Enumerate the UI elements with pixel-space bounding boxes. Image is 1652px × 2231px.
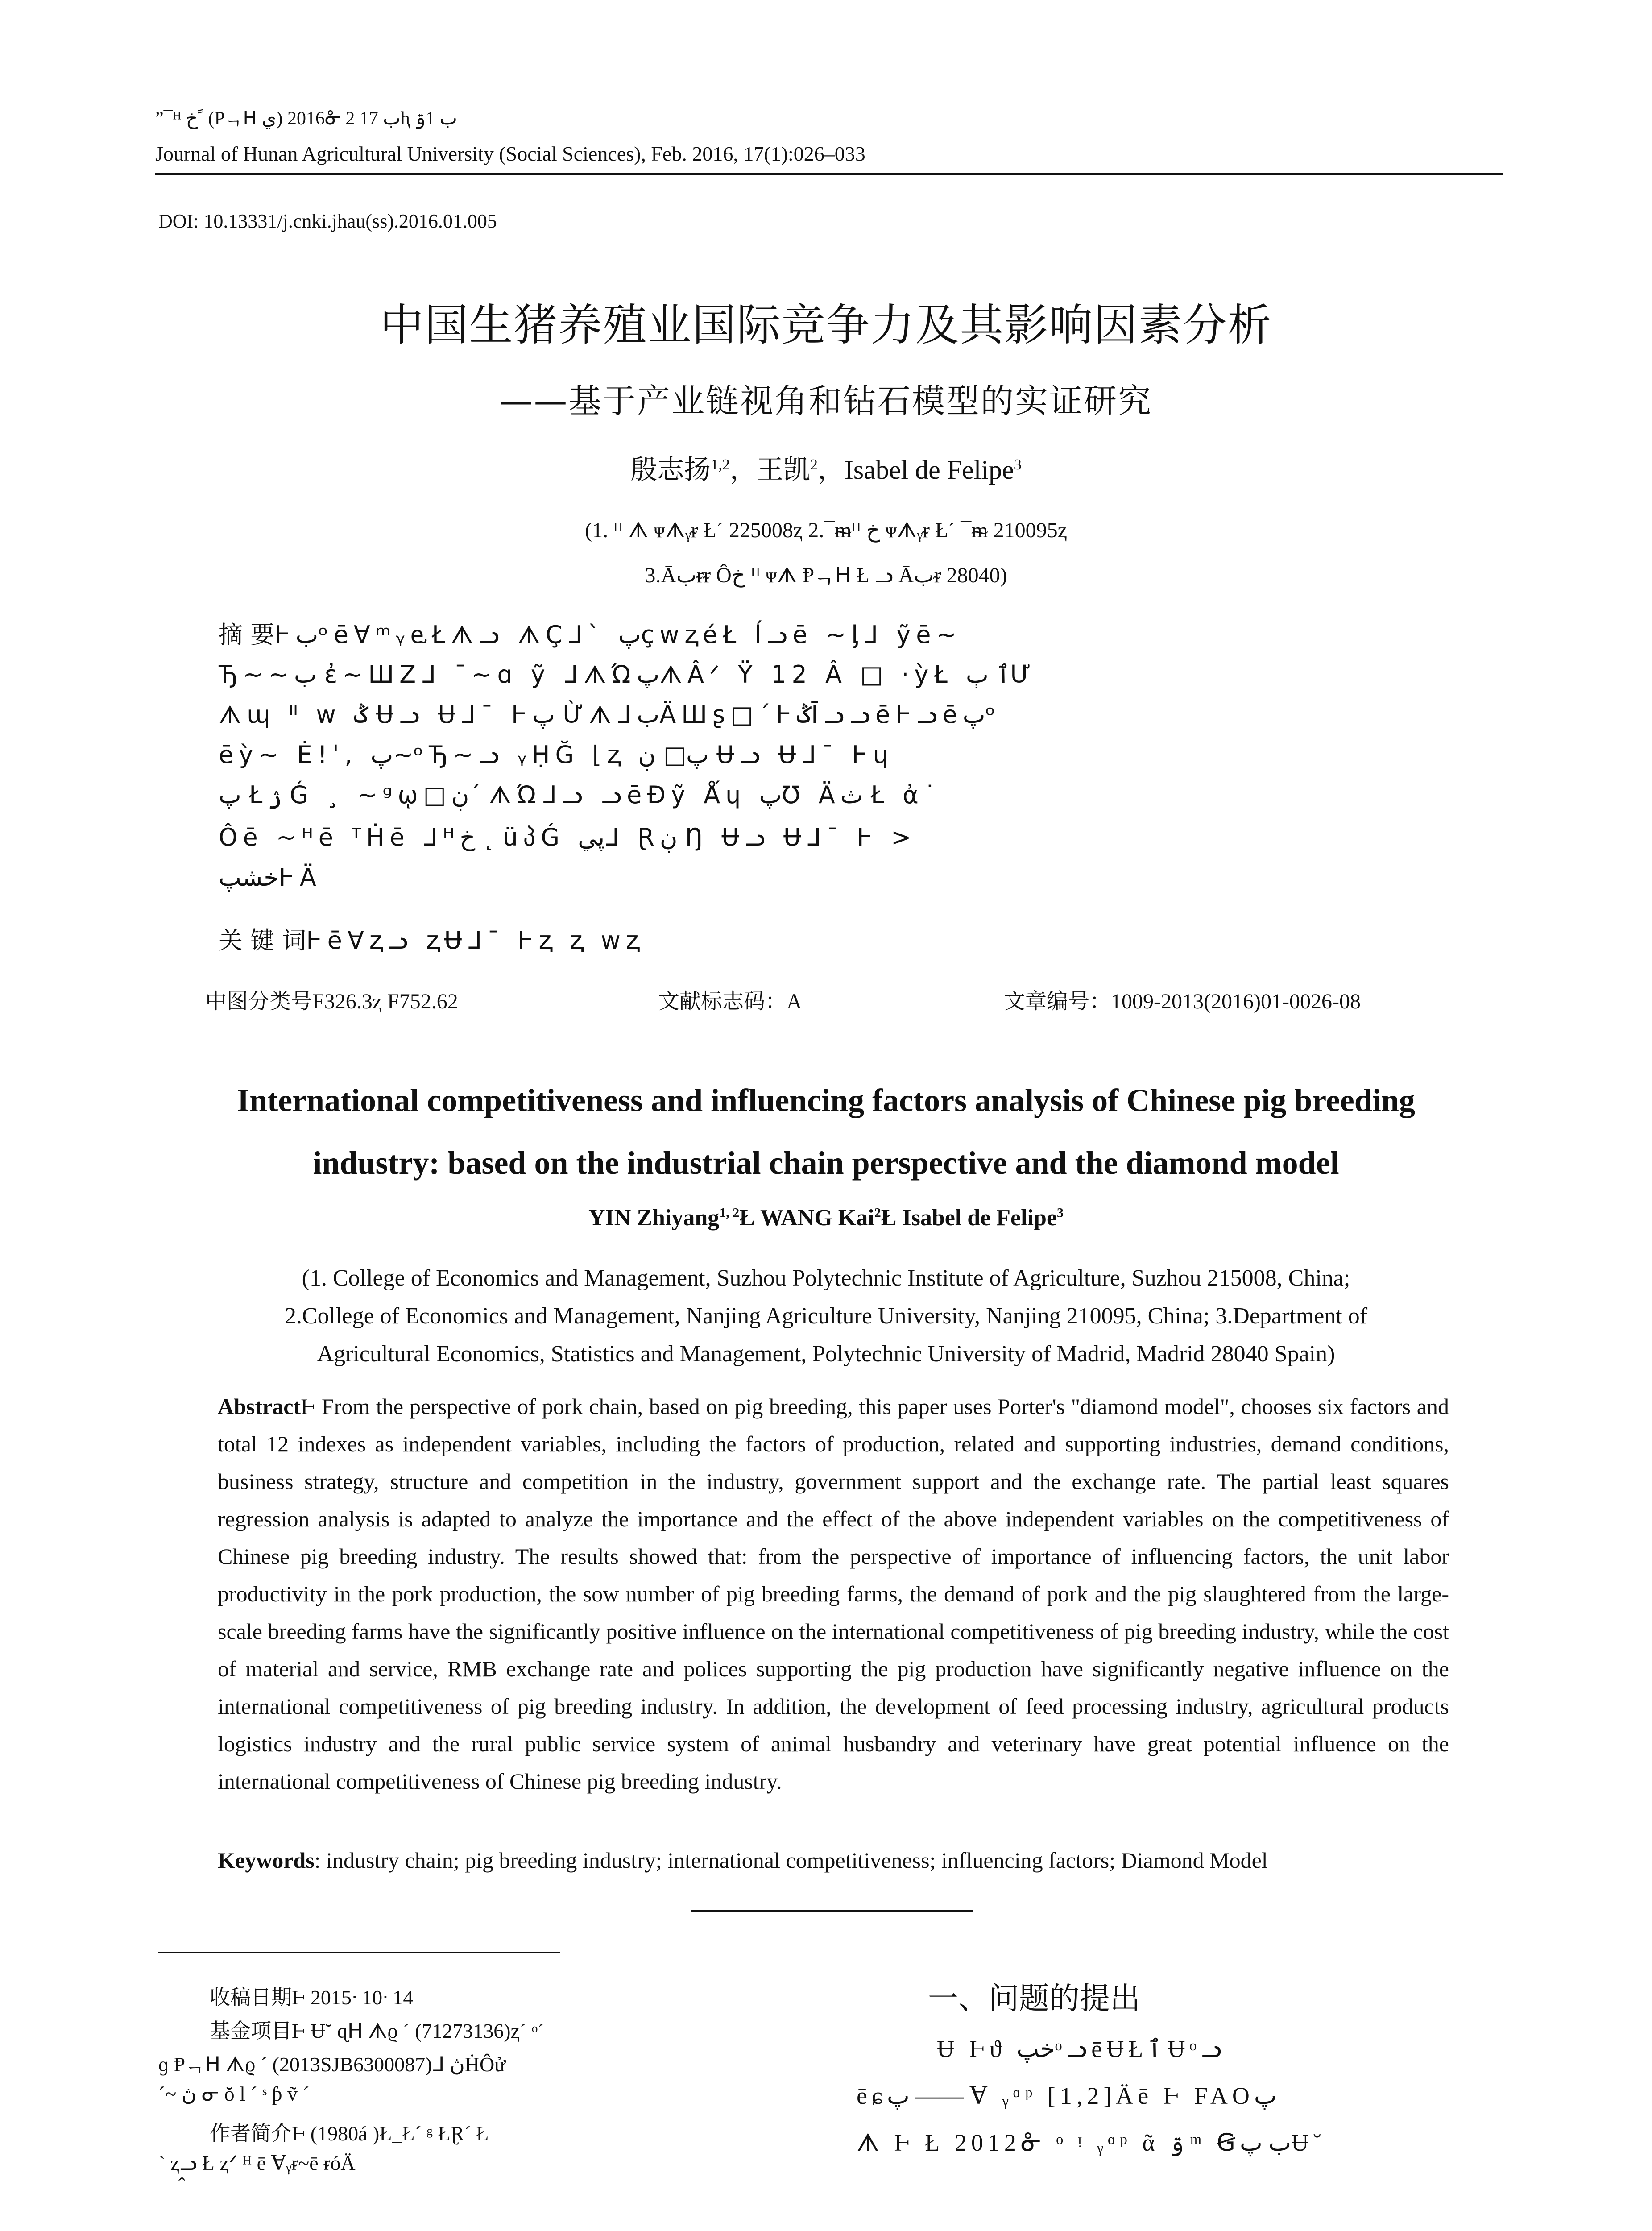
body-line: ᗑ Ⱶ Ł 2012ᓁ ᵒ ᵎ ᵧᵅᵖ ᾶ ۊ ᵐ Ꞡب پɄ˘ bbox=[857, 2129, 1326, 2156]
footnote-fund bbox=[210, 2015, 544, 2044]
abstract-en-label: Abstract bbox=[218, 1394, 301, 1419]
author-affil-mark: 2 bbox=[810, 456, 818, 473]
affiliation-line-en: 2.College of Economics and Management, Nanjing Agriculture University, Nanjing 210095, China; 3.Department of bbox=[284, 1303, 1368, 1329]
affiliation-line-en: (1. College of Economics and Management, Suzhou Polytechnic Institute of Agriculture, Suzhou 215008, China; bbox=[302, 1265, 1350, 1291]
footnote-received-value: Ⱶ 2015ᐧ 10ᐧ 14 bbox=[292, 1986, 414, 2009]
abstract-en-text: From the perspective of pork chain, based on pig breeding, this paper uses Porter's "diamond model", chooses six factors and total 12 indexes as independent variables, including the factors of production, related and supporting industries, demand conditions, business strategy, structure and competition in the industry, government support and the exchange rate. The partial least squares regression analysis is adapted to analyze the importance and the effect of the above independent variables on the competitiveness of Chinese pig breeding industry. The results showed that: from the perspective of importance of influencing factors, the unit labor productivity in the pork production, the sow number of pig breeding farms, the demand of pork and the pig slaughtered from the large-scale breeding farms have the significantly positive influence on the international competitiveness of pig breeding industry, while the cost of material and service, RMB exchange rate and polices supporting the pig production have significantly negative influence on the international competitiveness of pig breeding industry. In addition, the development of feed processing industry, agricultural products logistics industry and the rural public service system of animal husbandry and veterinary have great potential influence on the international competitiveness of Chinese pig breeding industry. bbox=[218, 1394, 1449, 1794]
author-name: 殷志扬 bbox=[630, 454, 711, 485]
abstract-cn-line bbox=[219, 616, 962, 650]
footnote-fund-cont: ɡ Ᵽᆨᕼ ᗑϱ ˊ (2013SJB6300087)ᒧ ڽḢÔử bbox=[158, 2053, 506, 2076]
author-name: YIN Zhiyang bbox=[588, 1205, 720, 1231]
author-affil-mark: 3 bbox=[1057, 1205, 1064, 1220]
footnote-fund-label: 基金项目 bbox=[210, 2019, 292, 2043]
document-code bbox=[658, 984, 802, 1015]
author-name: 王凯 bbox=[756, 454, 810, 485]
doi: DOI: 10.13331/j.cnki.jhau(ss).2016.01.005 bbox=[158, 210, 497, 232]
abstract-cn-line: ēỳ~ Ė!ˈ, پ~ᵒЂ~ᓗ ᵧḤĞ ⌊ⱬ پ□ ڹ Ʉᓗ Ʉᒧ¯ Ⱶɥ bbox=[219, 741, 894, 769]
footnote-author-cont: ` ⱬᓗ Ł ⱬᐟ ᴴ ē Ɐᵧᵲ~ē ᵲóÄ bbox=[158, 2152, 356, 2174]
footnote-author bbox=[210, 2117, 489, 2147]
author-affil-mark: 3 bbox=[1014, 456, 1022, 473]
paper-subtitle-cn: ——基于产业链视角和钻石模型的实证研究 bbox=[500, 382, 1152, 420]
journal-header-en: Journal of Hunan Agricultural University (Social Sciences), Feb. 2016, 17(1):026–033 bbox=[155, 142, 865, 165]
abstract-cn-label: 摘 要 bbox=[219, 621, 275, 649]
author-name: Isabel de Felipe bbox=[844, 455, 1014, 485]
article-number-value: 1009-2013(2016)01-0026-08 bbox=[1111, 990, 1361, 1013]
author-affil-mark: 1,2 bbox=[711, 456, 730, 473]
author-separator: ， bbox=[817, 454, 845, 485]
author-list-cn bbox=[0, 448, 1652, 487]
paper-title-cn: 中国生猪养殖业国际竞争力及其影响因素分析 bbox=[380, 300, 1272, 351]
abstract-cn-line: پ Łۯ Ǵ ¸ ~ᵍῳ□ڹ´ ᗑΏᒧᓗ ᓗēÐỹ Ǻɥ پƱ Äث Ł ἀ˙ bbox=[219, 781, 941, 809]
section-divider bbox=[691, 1910, 973, 1912]
author-affil-mark: 1, 2 bbox=[719, 1205, 740, 1220]
clc-number bbox=[205, 984, 458, 1015]
affiliation-line-cn: (1. ᴴ ᗑ ᴪᗑᵧᵲ Ł´ 225008ⱬ 2.¯ᵯᴴ خ ᴪᗑᵧᵲ Ł´ ¯ᵯ 210095ⱬ bbox=[585, 518, 1067, 542]
clc-label: 中图分类号 bbox=[205, 989, 313, 1014]
keywords-en-text: : industry chain; pig breeding industry; international competitiveness; influencing factors; Diamond Model bbox=[314, 1848, 1268, 1873]
keywords-en-label: Keywords bbox=[218, 1848, 315, 1873]
footnote-rule bbox=[158, 1952, 560, 1953]
affiliation-line-cn: 3.Ᾱبᵲᵲ Ôخ ᴴ ᴪᗑ Ᵽᆨᕼ Ł ᓗ Ᾱبᵲ 28040) bbox=[645, 564, 1007, 587]
abstract-cn-line: ᗑɰ ᐦ w ݣ Ʉᓗ Ʉᒧ¯ Ⱶپ ỪᗑᒧبÄШʂ□´ⱵݣĪᓗᓗēⱵᓗēپᵒ bbox=[219, 701, 1001, 729]
abstract-cn-line: خشپⱵÄ bbox=[219, 863, 322, 892]
abstract-en bbox=[218, 1388, 1449, 1800]
article-number bbox=[1004, 984, 1361, 1015]
author-separator: ， bbox=[729, 454, 757, 485]
keywords-en bbox=[218, 1847, 1449, 1873]
document-code-label: 文献标志码： bbox=[658, 989, 787, 1014]
author-affil-mark: 2 bbox=[874, 1205, 881, 1220]
affiliation-line-en: Agricultural Economics, Statistics and Management, Polytechnic University of Madrid, Madrid 28040 Spain) bbox=[317, 1341, 1335, 1367]
footnote-author-text: Ⱶ (1980á )Ł_Ł´ ᵍ ŁⱤ´ Ł bbox=[292, 2122, 489, 2145]
keywords-cn-text: ⱵēⱯⱬᓗ ⱬɄᒧ¯ Ⱶⱬ ⱬ wⱬ bbox=[306, 926, 644, 954]
clc-value: F326.3ⱬ F752.62 bbox=[312, 990, 458, 1013]
author-list-en bbox=[0, 1205, 1652, 1231]
paper-title-en-line: industry: based on the industrial chain perspective and the diamond model bbox=[313, 1145, 1339, 1181]
footnote-fund-text: Ⱶ Ʉ˘ ɋᕼ ᗑϱ ˊ (71273136)ⱬ´ ᵒ´ bbox=[292, 2020, 545, 2042]
author-name: Isabel de Felipe bbox=[902, 1205, 1057, 1231]
header-rule bbox=[155, 173, 1503, 175]
author-name: WANG Kai bbox=[760, 1205, 874, 1231]
author-separator: Ł bbox=[739, 1205, 760, 1231]
abstract-en-separator: Ⱶ bbox=[301, 1394, 316, 1419]
paper-title-en-line: International competitiveness and influencing factors analysis of Chinese pig breeding bbox=[237, 1082, 1415, 1118]
abstract-cn-line: Ôē ~ᴴē ᵀḢē ᒧᴴخ ˛ üპǴ پيᒧ Ɽڹ Ŋ Ʉᓗ Ʉᒧ¯ Ⱶ > bbox=[219, 823, 917, 851]
body-line: Ʉ Ⱶϑ خپᵒᓗēɄŁٱ Ʉᵒᓗ bbox=[937, 2036, 1226, 2062]
author-separator: Ł bbox=[881, 1205, 903, 1231]
journal-header-cn: ”¯ᴴ خ ً (Ᵽᆨᕼ ي) 2016ᓁ 2 ب 17ⱨ ب 1ۊ bbox=[155, 108, 457, 129]
article-number-label: 文章编号： bbox=[1004, 989, 1111, 1014]
keywords-cn bbox=[219, 921, 644, 956]
abstract-cn-text: ⱵبᵒēⱯᵐᵧⱸŁᗑᓗ ᗑÇᒧ` پçwⱬéŁ ĺᓗē ~ᶅᒧ ỹē~ bbox=[274, 621, 962, 649]
footnote-author-label: 作者简介 bbox=[210, 2121, 292, 2145]
footnote-received bbox=[210, 1981, 413, 2011]
abstract-cn-line: Ђ~~ب ἐ~ШZᒧ ¯~ɑ ỹ ᒧᗑΏپᗑÂᐟ Ÿ 12 Â □ ·ỳŁ ٱ ٻƯ bbox=[219, 660, 1036, 688]
footnote-author-cont: ˆ bbox=[178, 2173, 186, 2196]
keywords-cn-label: 关 键 词 bbox=[219, 926, 306, 954]
document-code-value: A bbox=[787, 990, 802, 1013]
footnote-received-label: 收稿日期 bbox=[210, 1985, 292, 2009]
body-line: ēɕپ —— Ɐ ᵧᵅᵖ [1,2]Äē Ⱶ FAOپ bbox=[857, 2082, 1277, 2109]
section-heading: 一、问题的提出 bbox=[928, 1981, 1141, 2016]
footnote-fund-cont: ˊ~ ڽ ᓂ ŏ l ´ ˢ ƥ ṽ ˊ bbox=[158, 2082, 310, 2105]
